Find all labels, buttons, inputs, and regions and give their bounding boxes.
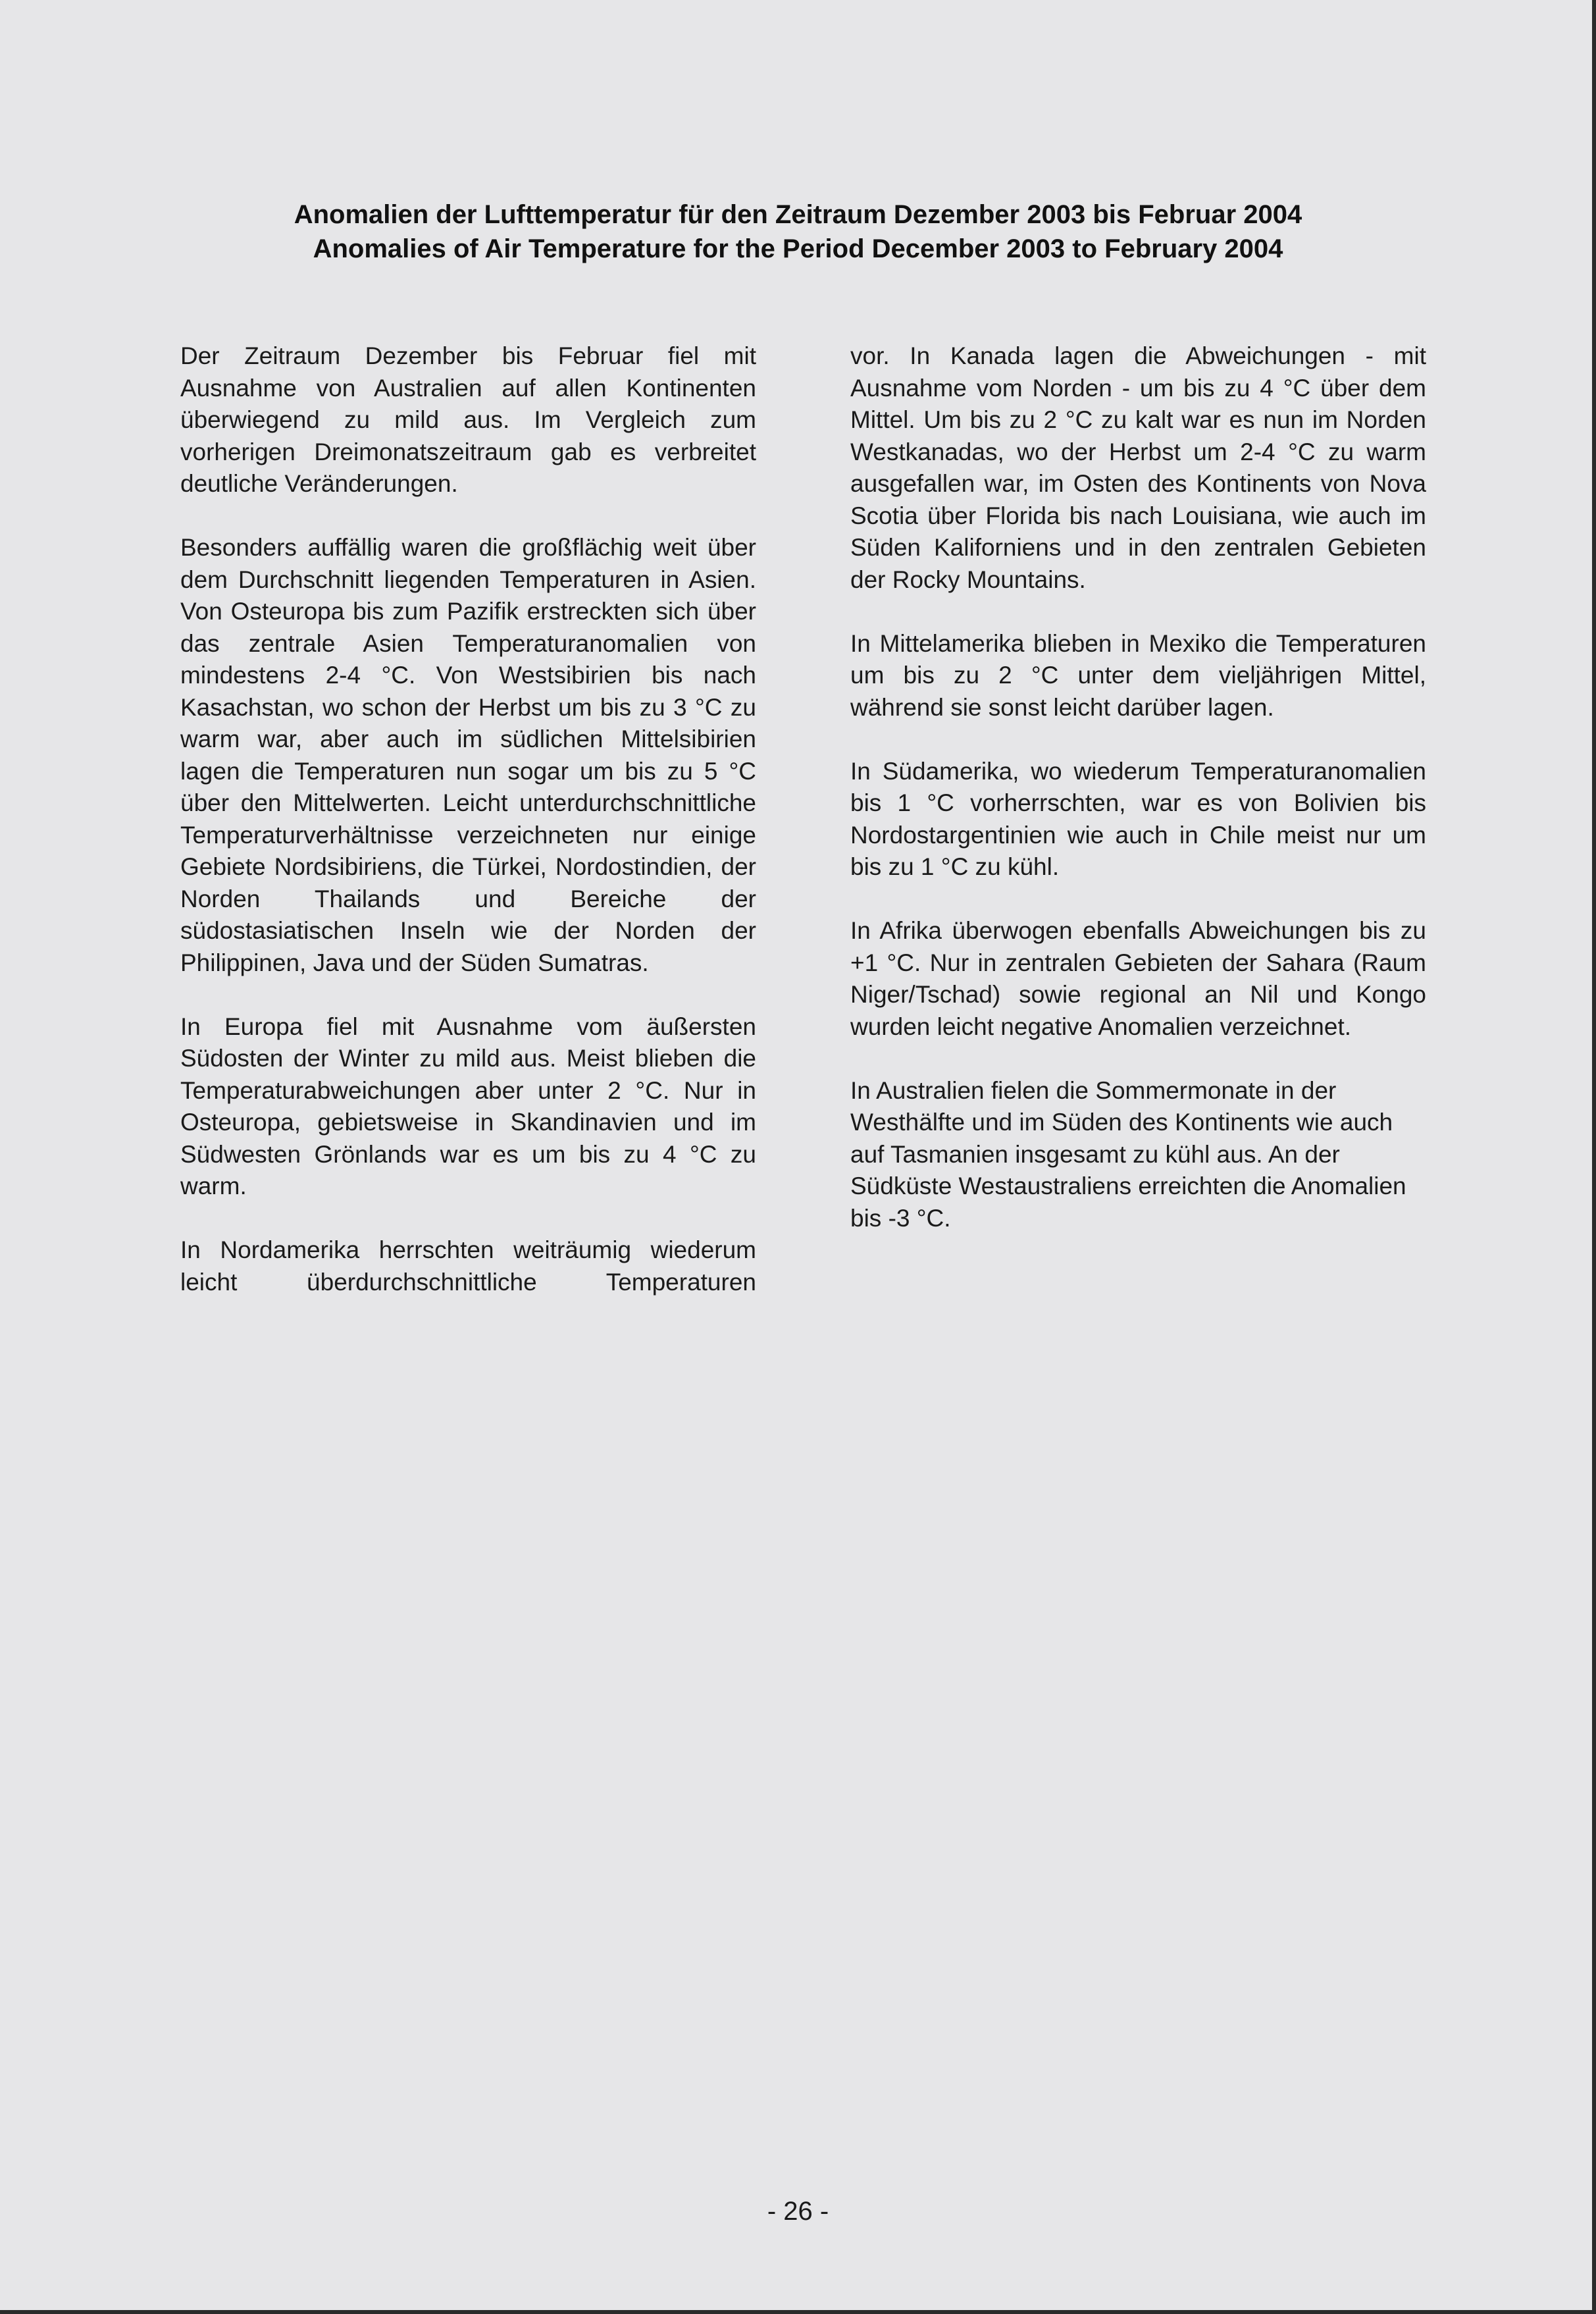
paragraph-asia: Besonders auffällig waren die großflächig weit über dem Durchschnitt liegenden Temperaturen in Asien. Von Osteuropa bis zum Pazifik erstreckten sich über das zentrale Asien Temperaturanomalien von mindestens 2-4 °C. Von Westsibirien bis nach Kasachstan, wo schon der Herbst um bis zu 3 °C zu warm war, aber auch im südlichen Mittelsibirien lagen die Temperaturen nun sogar um bis zu 5 °C über den Mittelwerten. Leicht unterdurchschnittliche Temperaturverhältnisse verzeichneten nur einige Gebiete Nordsibiriens, die Türkei, Nordostindien, der Norden Thailands und Bereiche der südostasiatischen Inseln wie der Norden der Philippinen, Java und der Süden Sumatras. (180, 534, 756, 976)
paragraph-north-america-cont: vor. In Kanada lagen die Abweichungen - mit Ausnahme vom Norden - um bis zu 4 °C über dem Mittel. Um bis zu 2 °C zu kalt war es nun im Norden Westkanadas, wo der Herbst um 2-4 °C zu warm ausgefallen war, im Osten des Kontinents von Nova Scotia über Florida bis nach Louisiana, wie auch im Süden Kaliforniens und in den zentralen Gebieten der Rocky Mountains. (850, 342, 1426, 593)
left-column (180, 340, 756, 1330)
paragraph-overview: Der Zeitraum Dezember bis Februar fiel mit Ausnahme von Australien auf allen Kontinenten überwiegend zu mild aus. Im Vergleich zum vorherigen Dreimonatszeitraum gab es verbreitet deutliche Veränderungen. (180, 342, 756, 497)
paragraph-africa: In Afrika überwogen ebenfalls Abweichungen bis zu +1 °C. Nur in zentralen Gebieten der Sahara (Raum Niger/Tschad) sowie regional an Nil und Kongo wurden leicht negative Anomalien verzeichnet. (850, 917, 1426, 1040)
paragraph-australia: In Australien fielen die Sommermonate in der Westhälfte und im Süden des Kontinents wie auch auf Tasmanien insgesamt zu kühl aus. An der Südküste Westaustraliens erreichten die Anomalien bis -3 °C. (850, 1076, 1406, 1232)
paragraph-europe: In Europa fiel mit Ausnahme vom äußersten Südosten der Winter zu mild aus. Meist blieben die Temperaturabweichungen aber unter 2 °C. Nur in Osteuropa, gebietsweise in Skandinavien und im Südwesten Grönlands war es um bis zu 4 °C zu warm. (180, 1012, 756, 1199)
paragraph-central-america: In Mittelamerika blieben in Mexiko die Temperaturen um bis zu 2 °C unter dem vieljährigen Mittel, während sie sonst leicht darüber lagen. (850, 629, 1426, 721)
title-german: Anomalien der Lufttemperatur für den Zeitraum Dezember 2003 bis Februar 2004 (294, 200, 1302, 229)
title-block (0, 197, 1596, 266)
page-number: - 26 - (767, 2197, 829, 2226)
paragraph-south-america: In Südamerika, wo wiederum Temperaturanomalien bis 1 °C vorherrschten, war es von Bolivien bis Nordostargentinien wie auch in Chile meist nur um bis zu 1 °C zu kühl. (850, 757, 1426, 880)
title-english: Anomalies of Air Temperature for the Period December 2003 to February 2004 (313, 234, 1283, 263)
paragraph-north-america-start: In Nordamerika herrschten weiträumig wiederum leicht überdurchschnittliche Temperaturen (180, 1236, 756, 1296)
right-column (850, 340, 1426, 1267)
